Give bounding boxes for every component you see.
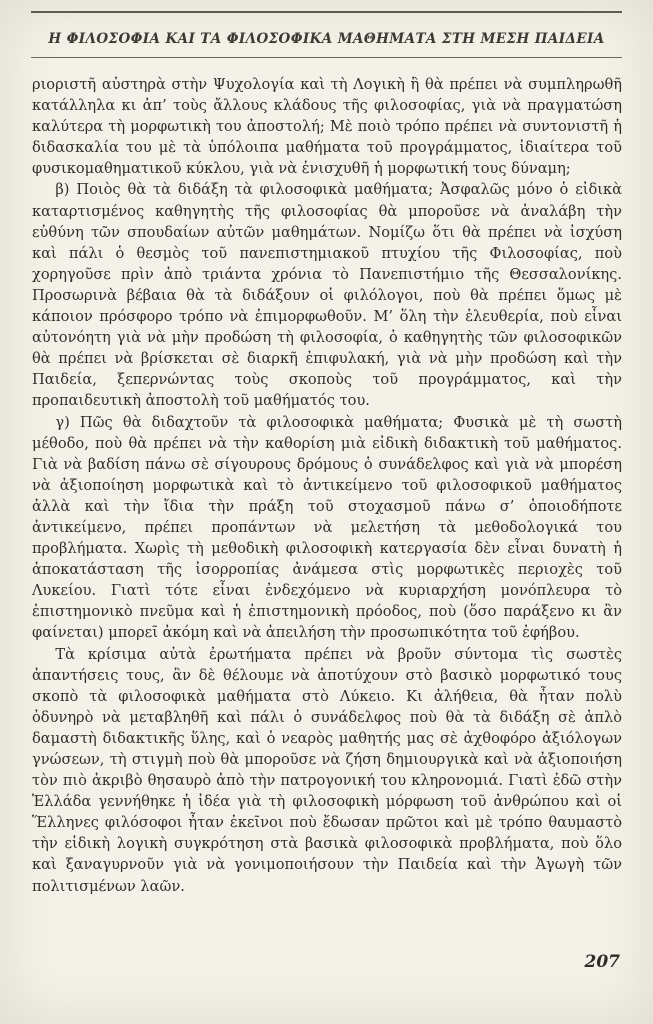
header-rule — [31, 57, 622, 58]
paragraph-beta: β) Ποιὸς θὰ τὰ διδάξη τὰ φιλοσοφικὰ μαθήματα; Ἀσφαλῶς μόνο ὁ εἰδικὰ καταρτισμένος καθηγητὴς τῆς φιλοσοφίας θὰ μποροῦσε νὰ ἀναλάβη τὴν εὐθύνη τῶν σπουδαίων αὐτῶν μαθημάτων. Νομίζω ὅτι θὰ πρέπει νὰ ἰσχύση καὶ πάλι ὁ θεσμὸς τοῦ πανεπιστημιακοῦ πτυχίου τῆς Φιλοσοφίας, ποὺ χορηγοῦσε πρὶν ἀπὸ τριάντα χρόνια τὸ Πανεπιστήμιο τῆς Θεσσαλονίκης. Προσωρινὰ βέβαια θὰ τὰ διδάξουν οἱ φιλόλογοι, ποὺ θὰ πρέπει ὅμως μὲ κάποιον πρόσφορο τρόπο νὰ ἐπιμορφωθοῦν. Μ’ ὅλη τὴν ἐλευθερία, ποὺ εἶναι αὐτονόητη γιὰ νὰ μὴν προδώση τὴ φιλοσοφία, ὁ καθηγητὴς τῶν φιλοσοφικῶν θὰ πρέπει νὰ βρίσκεται σὲ διαρκῆ ἐπιφυλακή, γιὰ νὰ μὴν προδώση καὶ τὴν Παιδεία, ξεπερνώντας τοὺς σκοποὺς τοῦ προγράμματος, καὶ τὴν προπαιδευτικὴ ἀποστολὴ τοῦ μαθήματός του. — [32, 181, 622, 410]
paragraph-continuation: ριοριστῆ αὐστηρὰ στὴν Ψυχολογία καὶ τὴ Λογικὴ ἢ θὰ πρέπει νὰ συμπληρωθῆ κατάλληλα κι ἀπ’ τοὺς ἄλλους κλάδους τῆς φιλοσοφίας, γιὰ νὰ πραγματώση καλύτερα τὴ μορφωτικὴ του ἀποστολή; Μὲ ποιὸ τρόπο πρέπει νὰ συντονιστῆ ἡ διδασκαλία του μὲ τὰ ὑπόλοιπα μαθήματα τοῦ προγράμματος, ἰδιαίτερα τοῦ φυσικομαθηματικοῦ κύκλου, γιὰ νὰ ἐνισχυθῆ ἡ μορφωτική τους δύναμη; — [32, 76, 622, 178]
body-text — [32, 74, 622, 897]
top-rule — [31, 11, 622, 13]
running-header: Η ΦΙΛΟΣΟΦΙΑ ΚΑΙ ΤΑ ΦΙΛΟΣΟΦΙΚΑ ΜΑΘΗΜΑΤΑ ΣΤΗ ΜΕΣΗ ΠΑΙΔΕΙΑ — [48, 31, 605, 47]
paragraph-closing: Τὰ κρίσιμα αὐτὰ ἐρωτήματα πρέπει νὰ βροῦν σύντομα τὶς σωστὲς ἀπαντήσεις τους, ἂν δὲ θέλουμε νὰ ἀποτύχουν στὸ βασικὸ μορφωτικό τους σκοπὸ τὰ φιλοσοφικὰ μαθήματα στὸ Λύκειο. Κι ἀλήθεια, θὰ ἦταν πολὺ ὀδυνηρὸ νὰ μεταβληθῆ καὶ πάλι ὁ συνάδελφος ποὺ θὰ τὰ διδάξη σὲ ἁπλὸ δαμαστὴ διδακτικῆς ὕλης, καὶ ὁ νεαρὸς μαθητής μας σὲ ἀχθοφόρο ἀξιόλογων γνώσεων, τὴ στιγμὴ ποὺ θὰ μποροῦσε νὰ ζήση δημιουργικὰ καὶ νὰ ἀξιοποιήση τὸν πιὸ ἀκριβὸ θησαυρὸ ἀπὸ τὴν πατρογονική του κληρονομιά. Γιατὶ ἐδῶ στὴν Ἑλλάδα γεννήθηκε ἡ ἰδέα γιὰ τὴ φιλοσοφικὴ μόρφωση τοῦ ἀνθρώπου καὶ οἱ Ἕλληνες φιλόσοφοι ἦταν ἐκεῖνοι ποὺ ἔδωσαν πρῶτοι καὶ μὲ τρόπο θαυμαστὸ τὴν εἰδικὴ λογικὴ συγκρότηση στὰ βασικὰ φιλοσοφικὰ προβλήματα, ποὺ ὅλο καὶ ξαναγυρνοῦν γιὰ νὰ γονιμοποιήσουν τὴν Παιδεία καὶ τὴν Ἀγωγὴ τῶν πολιτισμένων λαῶν. — [32, 645, 622, 895]
page-number: 207 — [584, 952, 620, 972]
paragraph-gamma: γ) Πῶς θὰ διδαχτοῦν τὰ φιλοσοφικὰ μαθήματα; Φυσικὰ μὲ τὴ σωστὴ μέθοδο, ποὺ θὰ πρέπει νὰ τὴν καθορίση μιὰ εἰδικὴ διδακτικὴ τοῦ μαθήματος. Γιὰ νὰ βαδίση πάνω σὲ σίγουρους δρόμους ὁ συνάδελφος καὶ γιὰ νὰ μπορέση νὰ ἀξιοποίηση μορφωτικὰ καὶ τὸ ἀντικείμενο τοῦ φιλοσοφικοῦ μαθήματος ἀλλὰ καὶ τὴν ἴδια τὴν πράξη τοῦ στοχασμοῦ πάνω σ’ ὁποιοδήποτε ἀντικείμενο, πρέπει προπάντων νὰ μελετήση τὰ μεθοδολογικά του προβλήματα. Χωρὶς τὴ μεθοδικὴ φιλοσοφικὴ κατεργασία δὲν εἶναι δυνατὴ ἡ ἀποκατάσταση τῆς ἰσορροπίας ἀνάμεσα στὶς μορφωτικὲς περιοχὲς τοῦ Λυκείου. Γιατὶ τότε εἶναι ἐνδεχόμενο νὰ κυριαρχήση μονόπλευρα τὸ ἐπιστημονικὸ πνεῦμα καὶ ἡ ἐπιστημονικὴ πρόοδος, ποὺ (ὅσο παράξενο κι ἂν φαίνεται) μπορεῖ ἀκόμη καὶ νὰ ἀπειλήση τὴν προσωπικότητα τοῦ ἐφήβου. — [32, 413, 622, 642]
